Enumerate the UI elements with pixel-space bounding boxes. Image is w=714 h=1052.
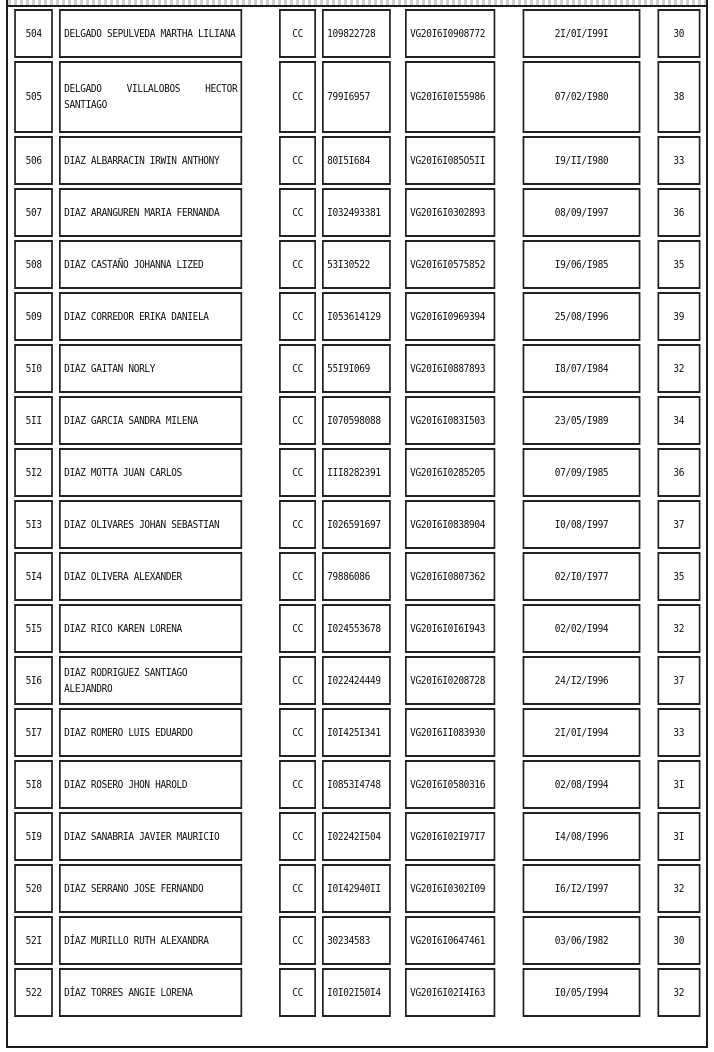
- age: 37: [657, 656, 700, 705]
- birth-date: I9/06/I985: [523, 240, 641, 289]
- age: 3I: [657, 812, 700, 861]
- doc-type: CC: [279, 396, 316, 445]
- table-row: [11, 864, 703, 913]
- record-code: VG20I6I0838904: [405, 500, 495, 549]
- row-number: 5I8: [14, 760, 53, 809]
- registry-table: [8, 6, 706, 1020]
- table-row: [11, 136, 703, 185]
- record-code: VG20I6I0302I09: [405, 864, 495, 913]
- age: 32: [657, 968, 700, 1017]
- age: 37: [657, 500, 700, 549]
- doc-type: CC: [279, 240, 316, 289]
- table-row: [11, 708, 703, 757]
- age: 35: [657, 240, 700, 289]
- table-row: [11, 292, 703, 341]
- age: 32: [657, 604, 700, 653]
- record-code: VG20I6I0887893: [405, 344, 495, 393]
- full-name: DIAZ OLIVARES JOHAN SEBASTIAN: [59, 500, 242, 549]
- doc-type: CC: [279, 61, 316, 133]
- full-name: DIAZ RICO KAREN LORENA: [59, 604, 242, 653]
- birth-date: 24/I2/I996: [523, 656, 641, 705]
- birth-date: I0/08/I997: [523, 500, 641, 549]
- birth-date: I0/05/I994: [523, 968, 641, 1017]
- row-number: 504: [14, 9, 53, 58]
- doc-type: CC: [279, 552, 316, 601]
- name-line-1: [65, 81, 238, 97]
- full-name: DIAZ OLIVERA ALEXANDER: [59, 552, 242, 601]
- record-code: VG20I6I02I4I63: [405, 968, 495, 1017]
- birth-date: 02/I0/I977: [523, 552, 641, 601]
- age: 39: [657, 292, 700, 341]
- table-row: [11, 500, 703, 549]
- full-name: DIAZ RODRIGUEZ SANTIAGO ALEJANDRO: [59, 656, 242, 705]
- birth-date: 07/09/I985: [523, 448, 641, 497]
- full-name: DIAZ ROMERO LUIS EDUARDO: [59, 708, 242, 757]
- record-code: VG20I6I0285205: [405, 448, 495, 497]
- table-row: [11, 344, 703, 393]
- record-code: VG20I6I02I97I7: [405, 812, 495, 861]
- record-code: VG20I6I0I55986: [405, 61, 495, 133]
- row-number: 508: [14, 240, 53, 289]
- row-number: 5I2: [14, 448, 53, 497]
- row-number: 5I3: [14, 500, 53, 549]
- birth-date: 23/05/I989: [523, 396, 641, 445]
- doc-type: CC: [279, 864, 316, 913]
- doc-type: CC: [279, 812, 316, 861]
- age: 33: [657, 136, 700, 185]
- table-row: [11, 61, 703, 133]
- doc-number: I0I02I50I4: [322, 968, 391, 1017]
- record-code: VG20I6I085O5II: [405, 136, 495, 185]
- doc-number: I022424449: [322, 656, 391, 705]
- age: 30: [657, 9, 700, 58]
- doc-number: I0I42940II: [322, 864, 391, 913]
- record-code: VG20I6I0302893: [405, 188, 495, 237]
- table-row: [11, 396, 703, 445]
- row-number: 5II: [14, 396, 53, 445]
- record-code: VG20I6I0647461: [405, 916, 495, 965]
- full-name: [59, 61, 242, 133]
- row-number: 522: [14, 968, 53, 1017]
- doc-type: CC: [279, 9, 316, 58]
- record-code: VG20I6I0807362: [405, 552, 495, 601]
- table-row: [11, 916, 703, 965]
- full-name: DIAZ GARCIA SANDRA MILENA: [59, 396, 242, 445]
- doc-number: 55I9I069: [322, 344, 391, 393]
- age: 38: [657, 61, 700, 133]
- doc-type: CC: [279, 500, 316, 549]
- age: 35: [657, 552, 700, 601]
- full-name: DIAZ SANABRIA JAVIER MAURICIO: [59, 812, 242, 861]
- table-row: [11, 656, 703, 705]
- table-row: [11, 968, 703, 1017]
- age: 36: [657, 188, 700, 237]
- age: 30: [657, 916, 700, 965]
- row-number: 507: [14, 188, 53, 237]
- full-name: DIAZ MOTTA JUAN CARLOS: [59, 448, 242, 497]
- doc-type: CC: [279, 760, 316, 809]
- doc-number: III8282391: [322, 448, 391, 497]
- birth-date: I4/08/I996: [523, 812, 641, 861]
- table-row: [11, 552, 703, 601]
- full-name: DIAZ CORREDOR ERIKA DANIELA: [59, 292, 242, 341]
- birth-date: 2I/0I/I994: [523, 708, 641, 757]
- row-number: 5I0: [14, 344, 53, 393]
- record-code: VG20I6I0208728: [405, 656, 495, 705]
- record-code: VG20I6I0575852: [405, 240, 495, 289]
- doc-type: CC: [279, 344, 316, 393]
- row-number: 520: [14, 864, 53, 913]
- doc-type: CC: [279, 708, 316, 757]
- record-code: VG20I6I0908772: [405, 9, 495, 58]
- doc-type: CC: [279, 968, 316, 1017]
- birth-date: 02/08/I994: [523, 760, 641, 809]
- record-code: VG20I6II083930: [405, 708, 495, 757]
- birth-date: 02/02/I994: [523, 604, 641, 653]
- row-number: 5I7: [14, 708, 53, 757]
- record-code: VG20I6I0969394: [405, 292, 495, 341]
- full-name: DIAZ ROSERO JHON HAROLD: [59, 760, 242, 809]
- name-part: DELGADO: [64, 82, 102, 95]
- full-name: DELGADO SEPULVEDA MARTHA LILIANA: [59, 9, 242, 58]
- age: 36: [657, 448, 700, 497]
- full-name: DÍAZ MURILLO RUTH ALEXANDRA: [59, 916, 242, 965]
- birth-date: I6/I2/I997: [523, 864, 641, 913]
- age: 33: [657, 708, 700, 757]
- row-number: 509: [14, 292, 53, 341]
- row-number: 52I: [14, 916, 53, 965]
- name-part: VILLALOBOS: [126, 82, 181, 95]
- doc-number: I070598088: [322, 396, 391, 445]
- table-row: [11, 240, 703, 289]
- doc-number: 109822728: [322, 9, 391, 58]
- doc-type: CC: [279, 448, 316, 497]
- doc-number: 53I30522: [322, 240, 391, 289]
- age: 32: [657, 864, 700, 913]
- birth-date: I8/07/I984: [523, 344, 641, 393]
- doc-number: I0I425I341: [322, 708, 391, 757]
- doc-number: I0853I4748: [322, 760, 391, 809]
- name-part: HECTOR: [205, 82, 238, 95]
- table-row: [11, 448, 703, 497]
- birth-date: 07/02/I980: [523, 61, 641, 133]
- doc-number: 80I5I684: [322, 136, 391, 185]
- table-row: [11, 604, 703, 653]
- record-code: VG20I6I0580316: [405, 760, 495, 809]
- table-row: [11, 188, 703, 237]
- doc-number: I024553678: [322, 604, 391, 653]
- age: 3I: [657, 760, 700, 809]
- birth-date: 2I/0I/I99I: [523, 9, 641, 58]
- doc-number: 799I6957: [322, 61, 391, 133]
- doc-type: CC: [279, 136, 316, 185]
- table-row: [11, 812, 703, 861]
- row-number: 5I4: [14, 552, 53, 601]
- birth-date: 25/08/I996: [523, 292, 641, 341]
- doc-number: I02242I504: [322, 812, 391, 861]
- full-name: DIAZ CASTAÑO JOHANNA LIZED: [59, 240, 242, 289]
- birth-date: 03/06/I982: [523, 916, 641, 965]
- row-number: 5I9: [14, 812, 53, 861]
- doc-number: I032493381: [322, 188, 391, 237]
- full-name: DIAZ ARANGUREN MARIA FERNANDA: [59, 188, 242, 237]
- age: 32: [657, 344, 700, 393]
- birth-date: I9/II/I980: [523, 136, 641, 185]
- doc-type: CC: [279, 292, 316, 341]
- row-number: 505: [14, 61, 53, 133]
- doc-number: I053614129: [322, 292, 391, 341]
- full-name: DIAZ ALBARRACIN IRWIN ANTHONY: [59, 136, 242, 185]
- row-number: 5I5: [14, 604, 53, 653]
- doc-number: 79886086: [322, 552, 391, 601]
- name-line-2: SANTIAGO: [64, 98, 108, 111]
- full-name: DÍAZ TORRES ANGIE LORENA: [59, 968, 242, 1017]
- table-row: [11, 9, 703, 58]
- full-name: DIAZ GAITAN NORLY: [59, 344, 242, 393]
- record-code: VG20I6I0I6I943: [405, 604, 495, 653]
- birth-date: 08/09/I997: [523, 188, 641, 237]
- age: 34: [657, 396, 700, 445]
- full-name: DIAZ SERRANO JOSE FERNANDO: [59, 864, 242, 913]
- row-number: 5I6: [14, 656, 53, 705]
- record-code: VG20I6I083I503: [405, 396, 495, 445]
- doc-type: CC: [279, 656, 316, 705]
- doc-type: CC: [279, 916, 316, 965]
- doc-number: I026591697: [322, 500, 391, 549]
- doc-number: 30234583: [322, 916, 391, 965]
- table-row: [11, 760, 703, 809]
- doc-type: CC: [279, 604, 316, 653]
- document-page: [6, 0, 708, 1048]
- doc-type: CC: [279, 188, 316, 237]
- row-number: 506: [14, 136, 53, 185]
